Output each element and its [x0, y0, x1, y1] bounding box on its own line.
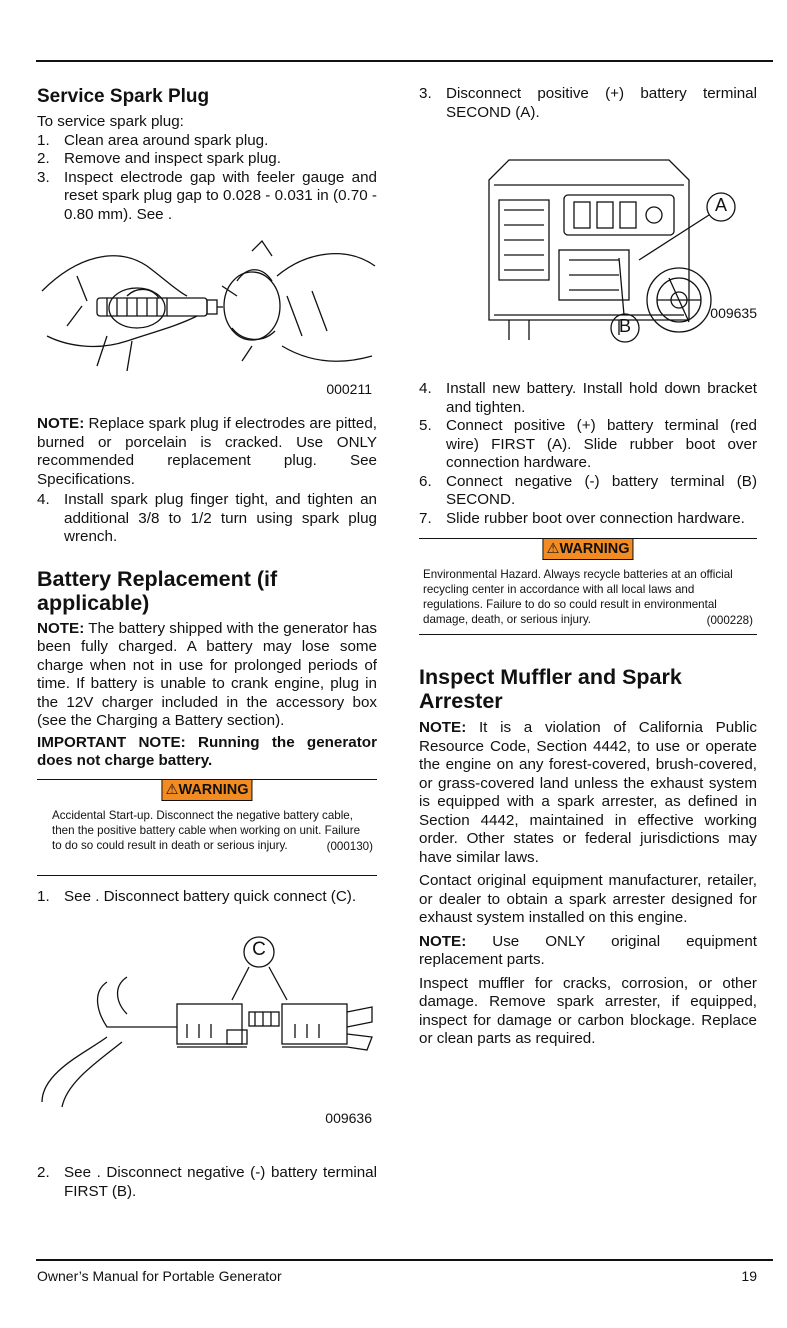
list-item: 4. Install new battery. Install hold down bracket and tighten.: [419, 380, 757, 416]
figure-spark-plug: [37, 236, 377, 401]
inspect-muffler: Inspect muffler for cracks, corrosion, or other damage. Remove spark arrester, if equipped, inspect for damage or carbon blockage. Replace or clean parts as required.: [419, 974, 757, 1047]
quick-connect-illustration: [37, 912, 377, 1112]
warning-code: (000228): [706, 614, 753, 627]
note-replace-spark-plug: NOTE: Replace spark plug if electrodes are pitted, burned or porcelain is cracked. Use ONLY recommended replacement plug. See Specifications.: [37, 415, 377, 488]
list-item: 6. Connect negative (-) battery terminal (B) SECOND.: [419, 472, 757, 508]
callout-label-a: A: [714, 195, 727, 215]
warning-triangle-icon: ⚠: [546, 541, 560, 557]
note-battery-charge: NOTE: The battery shipped with the generator has been fully charged. A battery may lose some charge when not in use for prolonged periods of time. If battery is unable to crank engine, plug in the 12V charger included in the accessory box (see the Charging a Battery section).: [37, 619, 377, 729]
list-item: 7. Slide rubber boot over connection hardware.: [419, 509, 745, 527]
section-title-spark-plug: Service Spark Plug: [37, 86, 210, 107]
top-rule: [36, 60, 773, 62]
spark-intro: To service spark plug:: [37, 113, 184, 130]
left-column: [37, 80, 377, 1201]
list-item: 1. See . Disconnect battery quick connect (C).: [37, 887, 357, 905]
footer-title: Owner’s Manual for Portable Generator: [37, 1268, 282, 1284]
warning-badge: ⚠WARNING: [161, 780, 252, 801]
list-item: 1. Clean area around spark plug.: [37, 131, 269, 149]
figure-code: 009635: [710, 305, 757, 321]
page-number: 19: [741, 1268, 757, 1284]
warning-text: Accidental Start-up. Disconnect the negative battery cable, then the positive battery cable when working on unit. Failure to do so could result in death or serious injury.: [52, 808, 361, 852]
callout-label-c: C: [252, 939, 266, 960]
contact-manufacturer: Contact original equipment manufacturer, retailer, or dealer to obtain a spark arrester designed for exhaust system installed on this engine.: [419, 872, 757, 926]
note-california-code: NOTE: It is a violation of California Public Resource Code, Section 4442, to use or operate the engine on any forest-covered, brush-covered, or grass-covered land unless the exhaust system is equipped with a spark arrester, as defined in Section 4442, maintained in effective working order. Other states or federal jurisdictions may have similar laws.: [419, 719, 757, 866]
note-original-parts: NOTE: Use ONLY original equipment replacement parts.: [419, 932, 757, 968]
list-item: 4. Install spark plug finger tight, and tighten an additional 3/8 to 1/2 turn using spark plug wrench.: [37, 491, 377, 545]
battery-steps-4-7: [419, 380, 757, 528]
warning-code: (000130): [326, 839, 373, 853]
right-column: [419, 80, 757, 1049]
warning-box-startup: [37, 779, 377, 876]
bottom-rule: [36, 1259, 773, 1261]
list-item: 2. Remove and inspect spark plug.: [37, 150, 281, 167]
warning-box-environmental: [419, 538, 757, 635]
generator-illustration: [419, 140, 757, 380]
figure-code: 009636: [325, 1110, 372, 1126]
spark-step-4: [37, 491, 377, 547]
list-item: 2. See . Disconnect negative (-) battery terminal FIRST (B).: [37, 1164, 377, 1200]
warning-text: Environmental Hazard. Always recycle batteries at an official recycling center in accordance with all local laws and regulations. Failure to do so could result in environmental damage, death, or serious injury.: [423, 568, 733, 626]
battery-step-2: [37, 1164, 377, 1201]
list-item: 3. Disconnect positive (+) battery terminal SECOND (A).: [419, 85, 757, 121]
figure-code: 000211: [326, 381, 372, 397]
list-item: 3. Inspect electrode gap with feeler gauge and reset spark plug gap to 0.028 - 0.031 in (0.70 - 0.80 mm). See .: [37, 168, 377, 223]
important-note: IMPORTANT NOTE: Running the generator does not charge battery.: [37, 733, 377, 769]
figure-quick-connect: [37, 912, 377, 1134]
section-title-battery: Battery Replacement (if applicable): [37, 566, 278, 615]
battery-step-1: [37, 888, 377, 907]
spark-steps: [37, 132, 377, 225]
battery-step-3: [419, 85, 757, 122]
warning-triangle-icon: ⚠: [165, 781, 179, 798]
spark-plug-illustration: [37, 236, 377, 376]
section-title-muffler: Inspect Muffler and Spark Arrester: [419, 665, 682, 713]
list-item: 5. Connect positive (+) battery terminal (red wire) FIRST (A). Slide rubber boot over connection hardware.: [419, 417, 757, 471]
callout-label-b: B: [618, 316, 631, 336]
warning-badge: ⚠WARNING: [542, 539, 633, 560]
figure-generator-battery: [419, 140, 757, 380]
